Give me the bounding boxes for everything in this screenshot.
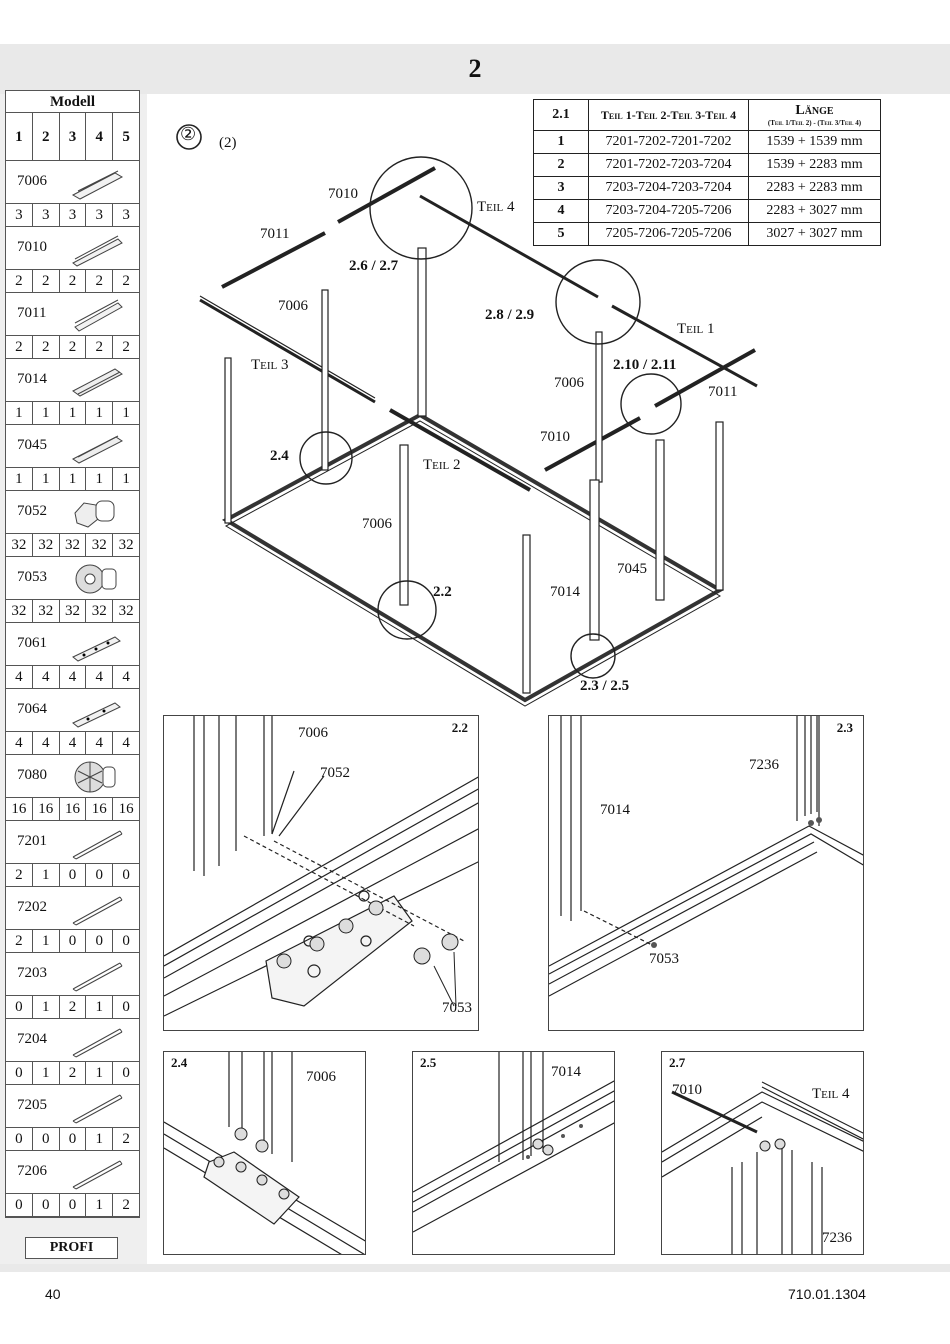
part-quantity: 1 xyxy=(86,1062,113,1084)
label-detail-210: 2.10 / 2.11 xyxy=(613,357,677,373)
length-table-row xyxy=(534,154,881,177)
length-table-row xyxy=(534,131,881,154)
label-teil-3: Teil 3 xyxy=(251,357,289,373)
part-quantity: 2 xyxy=(122,273,130,289)
part-quantity: 1 xyxy=(86,402,113,424)
part-quantity: 4 xyxy=(122,735,130,751)
label-detail-22: 2.2 xyxy=(433,584,452,600)
model-numbers xyxy=(6,113,139,161)
part-quantities xyxy=(6,798,139,820)
part-image-cell xyxy=(6,359,139,402)
part-image-cell xyxy=(6,1085,139,1128)
label-7014: 7014 xyxy=(550,584,580,600)
part-quantities xyxy=(6,600,139,622)
part-quantity: 2 xyxy=(33,270,60,292)
document-code: 710.01.1304 xyxy=(788,1286,866,1302)
part-quantity: 3 xyxy=(60,204,87,226)
part-quantity: 32 xyxy=(6,600,33,622)
part-image-cell xyxy=(6,1151,139,1194)
part-quantity: 0 xyxy=(60,1194,87,1216)
part-id: 7080 xyxy=(17,767,47,783)
part-quantities xyxy=(6,732,139,754)
label-7010: 7010 xyxy=(540,429,570,445)
part-image-cell xyxy=(6,887,139,930)
part-quantity: 1 xyxy=(33,468,60,490)
part-row xyxy=(6,623,139,689)
label-7236: 7236 xyxy=(749,757,779,773)
detail-2-2 xyxy=(163,715,479,1031)
part-quantities xyxy=(6,864,139,886)
part-quantities xyxy=(6,534,139,556)
label-7011: 7011 xyxy=(260,226,290,242)
part-id: 7052 xyxy=(17,503,47,519)
part-row xyxy=(6,1151,139,1217)
part-quantity: 1 xyxy=(60,402,87,424)
part-quantity: 3 xyxy=(86,204,113,226)
model-number: 2 xyxy=(33,113,60,160)
length-table-row xyxy=(534,200,881,223)
part-row xyxy=(6,491,139,557)
part-image-cell xyxy=(6,1019,139,1062)
part-id: 7010 xyxy=(17,239,47,255)
part-image-cell xyxy=(6,227,139,270)
length-parts: 7205-7206-7205-7206 xyxy=(589,223,749,246)
part-quantity: 2 xyxy=(86,336,113,358)
detail-title: 2.2 xyxy=(451,720,468,735)
part-image-cell xyxy=(6,557,139,600)
parts-list xyxy=(5,90,140,1218)
part-quantities xyxy=(6,468,139,490)
part-row xyxy=(6,821,139,887)
part-quantity: 0 xyxy=(33,1194,60,1216)
detail-title: 2.5 xyxy=(420,1055,437,1070)
part-quantity: 2 xyxy=(6,270,33,292)
part-quantity: 2 xyxy=(122,1197,130,1213)
part-quantities xyxy=(6,996,139,1018)
part-quantity: 0 xyxy=(86,930,113,952)
length-model: 4 xyxy=(534,200,589,223)
part-id: 7011 xyxy=(17,305,47,321)
part-image-cell xyxy=(6,491,139,534)
step-header-bar xyxy=(0,44,950,94)
part-quantity: 0 xyxy=(122,933,130,949)
part-quantity: 1 xyxy=(33,402,60,424)
label-7014: 7014 xyxy=(600,802,630,818)
length-value: 3027 + 3027 mm xyxy=(749,223,881,246)
part-quantity: 32 xyxy=(60,534,87,556)
length-model: 2 xyxy=(534,154,589,177)
part-quantity: 0 xyxy=(60,930,87,952)
part-id: 7014 xyxy=(17,371,47,387)
detail-2-5-drawing xyxy=(413,1052,615,1255)
part-image-cell xyxy=(6,623,139,666)
label-teil-1: Teil 1 xyxy=(677,321,715,337)
part-image-cell xyxy=(6,755,139,798)
length-table-row xyxy=(534,223,881,246)
part-quantity: 1 xyxy=(33,996,60,1018)
part-row xyxy=(6,1019,139,1085)
part-id: 7064 xyxy=(17,701,47,717)
part-quantities xyxy=(6,1062,139,1084)
part-quantities xyxy=(6,270,139,292)
length-table-head-length xyxy=(749,100,881,131)
part-quantity: 4 xyxy=(60,666,87,688)
part-row xyxy=(6,689,139,755)
length-value: 2283 + 2283 mm xyxy=(749,177,881,200)
label-detail-23: 2.3 / 2.5 xyxy=(580,678,630,694)
step-quantity: (2) xyxy=(219,135,237,151)
part-quantities xyxy=(6,336,139,358)
part-quantity: 0 xyxy=(122,867,130,883)
part-quantities xyxy=(6,930,139,952)
part-quantity: 0 xyxy=(86,864,113,886)
part-quantity: 2 xyxy=(86,270,113,292)
part-id: 7205 xyxy=(17,1097,47,1113)
model-number: 3 xyxy=(60,113,87,160)
part-quantity: 32 xyxy=(33,534,60,556)
label-teil-4: Teil 4 xyxy=(477,199,515,215)
label-7053: 7053 xyxy=(442,1000,472,1016)
part-quantity: 0 xyxy=(6,996,33,1018)
part-quantity: 3 xyxy=(6,204,33,226)
length-parts: 7201-7202-7203-7204 xyxy=(589,154,749,177)
part-id: 7201 xyxy=(17,833,47,849)
part-quantities xyxy=(6,1128,139,1150)
detail-title: 2.3 xyxy=(836,720,853,735)
length-value: 2283 + 3027 mm xyxy=(749,200,881,223)
part-quantity: 1 xyxy=(6,402,33,424)
part-quantity: 16 xyxy=(6,798,33,820)
part-quantity: 4 xyxy=(86,732,113,754)
part-quantity: 16 xyxy=(33,798,60,820)
label-7006: 7006 xyxy=(298,725,328,741)
label-7236: 7236 xyxy=(822,1230,852,1246)
part-quantity: 1 xyxy=(122,471,130,487)
part-quantity: 1 xyxy=(60,468,87,490)
part-image-cell xyxy=(6,953,139,996)
page-number: 40 xyxy=(45,1286,61,1302)
part-quantity: 16 xyxy=(60,798,87,820)
part-quantity: 3 xyxy=(122,207,130,223)
part-row xyxy=(6,755,139,821)
part-id: 7206 xyxy=(17,1163,47,1179)
part-quantity: 3 xyxy=(33,204,60,226)
part-row xyxy=(6,359,139,425)
part-quantity: 2 xyxy=(60,336,87,358)
label-7010: 7010 xyxy=(328,186,358,202)
part-quantity: 0 xyxy=(60,1128,87,1150)
part-quantity: 1 xyxy=(86,468,113,490)
part-row xyxy=(6,425,139,491)
part-image-cell xyxy=(6,821,139,864)
model-number: 4 xyxy=(86,113,113,160)
part-quantity: 2 xyxy=(6,336,33,358)
part-id: 7203 xyxy=(17,965,47,981)
part-quantity: 32 xyxy=(86,600,113,622)
part-quantity: 2 xyxy=(6,930,33,952)
part-quantity: 0 xyxy=(6,1194,33,1216)
length-table xyxy=(533,99,881,246)
length-parts: 7203-7204-7203-7204 xyxy=(589,177,749,200)
part-quantity: 16 xyxy=(86,798,113,820)
part-quantities xyxy=(6,204,139,226)
label-detail-24: 2.4 xyxy=(270,448,289,464)
part-quantity: 32 xyxy=(86,534,113,556)
label-7010: 7010 xyxy=(672,1082,702,1098)
part-image-cell xyxy=(6,161,139,204)
length-table-head-parts: Teil 1-Teil 2-Teil 3-Teil 4 xyxy=(589,100,749,131)
part-id: 7202 xyxy=(17,899,47,915)
length-header-label: Länge xyxy=(795,103,834,118)
label-7052: 7052 xyxy=(320,765,350,781)
part-quantity: 32 xyxy=(60,600,87,622)
detail-title: 2.4 xyxy=(171,1055,188,1070)
detail-2-3-drawing xyxy=(549,716,864,1031)
part-quantity: 32 xyxy=(33,600,60,622)
part-row xyxy=(6,887,139,953)
part-row xyxy=(6,293,139,359)
label-detail-28: 2.8 / 2.9 xyxy=(485,307,535,323)
label-teil-4: Teil 4 xyxy=(812,1086,850,1102)
part-id: 7204 xyxy=(17,1031,47,1047)
part-quantity: 0 xyxy=(6,1128,33,1150)
part-id: 7045 xyxy=(17,437,47,453)
part-quantity: 4 xyxy=(122,669,130,685)
part-id: 7006 xyxy=(17,173,47,189)
label-7006: 7006 xyxy=(362,516,392,532)
part-quantity: 2 xyxy=(60,996,87,1018)
part-quantities xyxy=(6,666,139,688)
label-7006: 7006 xyxy=(306,1069,336,1085)
step-number: 2 xyxy=(468,54,482,83)
label-7011: 7011 xyxy=(708,384,738,400)
part-quantity: 1 xyxy=(6,468,33,490)
detail-2-3 xyxy=(548,715,864,1031)
part-image-cell xyxy=(6,689,139,732)
length-table-head-model: 2.1 xyxy=(534,100,589,131)
part-quantity: 1 xyxy=(86,1128,113,1150)
length-model: 3 xyxy=(534,177,589,200)
detail-2-4 xyxy=(163,1051,366,1255)
part-quantity: 1 xyxy=(33,1062,60,1084)
part-id: 7053 xyxy=(17,569,47,585)
part-quantity: 32 xyxy=(6,534,33,556)
label-7014: 7014 xyxy=(551,1064,581,1080)
part-quantity: 4 xyxy=(33,732,60,754)
part-quantity: 2 xyxy=(33,336,60,358)
part-quantity: 2 xyxy=(60,1062,87,1084)
label-teil-2: Teil 2 xyxy=(423,457,461,473)
part-row xyxy=(6,227,139,293)
part-quantities xyxy=(6,402,139,424)
part-quantity: 0 xyxy=(33,1128,60,1150)
part-quantity: 4 xyxy=(6,666,33,688)
part-quantity: 2 xyxy=(6,864,33,886)
part-row xyxy=(6,161,139,227)
part-quantities xyxy=(6,1194,139,1216)
length-table-rows xyxy=(534,131,881,246)
detail-2-2-drawing xyxy=(164,716,479,1031)
label-7006: 7006 xyxy=(554,375,584,391)
part-quantity: 0 xyxy=(122,999,130,1015)
part-id: 7061 xyxy=(17,635,47,651)
part-quantity: 2 xyxy=(60,270,87,292)
part-image-cell xyxy=(6,293,139,336)
length-value: 1539 + 1539 mm xyxy=(749,131,881,154)
detail-2-5 xyxy=(412,1051,615,1255)
part-quantity: 0 xyxy=(6,1062,33,1084)
model-number: 1 xyxy=(6,113,33,160)
label-7045: 7045 xyxy=(617,561,647,577)
detail-title: 2.7 xyxy=(669,1055,686,1070)
part-quantity: 4 xyxy=(6,732,33,754)
length-parts: 7203-7204-7205-7206 xyxy=(589,200,749,223)
part-quantity: 0 xyxy=(60,864,87,886)
part-quantity: 16 xyxy=(118,801,134,817)
length-value: 1539 + 2283 mm xyxy=(749,154,881,177)
part-row xyxy=(6,557,139,623)
part-quantity: 2 xyxy=(122,1131,130,1147)
length-model: 5 xyxy=(534,223,589,246)
part-quantity: 1 xyxy=(122,405,130,421)
part-quantity: 32 xyxy=(118,603,134,619)
length-parts: 7201-7202-7201-7202 xyxy=(589,131,749,154)
part-quantity: 2 xyxy=(122,339,130,355)
length-model: 1 xyxy=(534,131,589,154)
part-quantity: 4 xyxy=(60,732,87,754)
part-quantity: 1 xyxy=(86,996,113,1018)
part-quantity: 1 xyxy=(86,1194,113,1216)
part-quantity: 32 xyxy=(118,537,134,553)
detail-2-7 xyxy=(661,1051,864,1255)
part-rows xyxy=(6,161,139,1217)
part-quantity: 4 xyxy=(33,666,60,688)
part-quantity: 4 xyxy=(86,666,113,688)
part-image-cell xyxy=(6,425,139,468)
part-row xyxy=(6,953,139,1019)
label-7053: 7053 xyxy=(649,951,679,967)
part-quantity: 1 xyxy=(33,930,60,952)
label-detail-26: 2.6 / 2.7 xyxy=(349,258,399,274)
part-quantity: 0 xyxy=(122,1065,130,1081)
part-row xyxy=(6,1085,139,1151)
length-header-sub: (Teil 1/Teil 2) - (Teil 3/Teil 4) xyxy=(767,119,862,127)
parts-list-header: Modell xyxy=(6,91,139,113)
part-quantity: 1 xyxy=(33,864,60,886)
model-number: 5 xyxy=(122,129,130,145)
length-table-row xyxy=(534,177,881,200)
footer-bar xyxy=(0,1264,950,1272)
profi-badge: PROFI xyxy=(25,1237,118,1259)
label-7006: 7006 xyxy=(278,298,308,314)
step-symbol: ② xyxy=(180,124,197,144)
